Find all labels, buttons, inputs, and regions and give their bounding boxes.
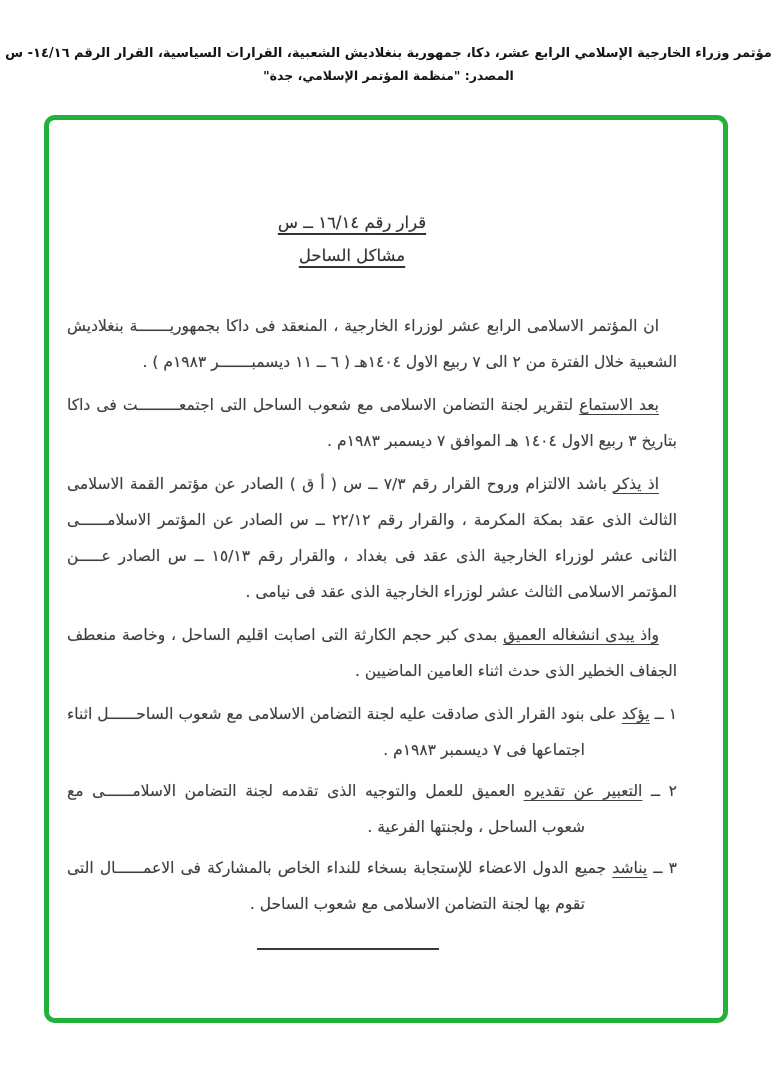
resolution-subject: مشاكل الساحل [298,246,406,265]
item-lead: يناشد [612,859,648,877]
scan-highlight-frame [44,115,728,1023]
resolution-number: قرار رقم ١٦/١٤ ــ س [277,213,427,232]
item-number: ٣ ــ [647,859,677,877]
paragraph-text: باشد الالتزام وروح القرار رقم ٧/٣ ــ س ( أ ق ) الصادر عن مؤتمر القمة الاسلامى الثالث الذى عقد بمكة المكرمة ، والقرار رقم ٢٢/١٢ ــ س الصادر عن المؤتمر الاسلامــــــى الثانى عشر لوزراء الخارجية الذى عقد فى بغداد ، والقرار رقم ١٥/١٣ ــ س الصادر عـــــن المؤتمر الاسلامى الثالث عشر لوزراء الخارجية الذى عقد فى نيامى . [67,475,677,601]
paragraph-recalling [67,466,677,610]
item-lead: يؤكد [621,705,650,723]
paragraph-text: لتقرير لجنة التضامن الاسلامى مع شعوب الساحل التى اجتمعـــــــــت فى داكا بتاريخ ٣ ربيع الاول ١٤٠٤ هـ الموافق ٧ ديسمبر ١٩٨٣م . [67,396,677,450]
operative-item-2 [67,773,677,845]
resolution-title [67,206,637,272]
paragraph-lead: واذ يبدى انشغاله العميق [503,626,659,644]
paragraph-concern [67,617,677,689]
item-number: ٢ ــ [642,782,677,800]
paragraph-lead: اذ يذكر [613,475,659,493]
scanned-document [49,120,723,1018]
catalog-header-title: مؤتمر وزراء الخارجية الإسلامي الرابع عشر، دكا، جمهورية بنغلاديش الشعبية، القرارات السياسية، القرار الرقم ١٤/١٦- س [5,46,772,61]
paragraph-after-hearing [67,387,677,459]
catalog-header [0,44,777,86]
operative-item-3 [67,850,677,922]
signature-rule [257,948,439,950]
catalog-header-source: المصدر: "منظمة المؤتمر الإسلامي، جدة" [263,67,514,83]
item-number: ١ ــ [649,705,678,723]
paragraph-lead: بعد الاستماع [579,396,659,414]
paragraph-text: ان المؤتمر الاسلامى الرابع عشر لوزراء الخارجية ، المنعقد فى داكا بجمهوريـــــــة بنغلاديش الشعبية خلال الفترة من ٢ الى ٧ ربيع الاول ١٤٠٤هـ ( ٦ ــ ١١ ديسمبـــــــر ١٩٨٣م ) . [67,317,677,371]
paragraph-text: بمدى كبر حجم الكارثة التى اصابت اقليم الساحل ، وخاصة منعطف الجفاف الخطير الذى حدث اثناء العامين الماضيين . [67,626,677,680]
item-text: على بنود القرار الذى صادقت عليه لجنة التضامن الاسلامى مع شعوب الساحــــــل اثناء اجتماعها فى ٧ ديسمبر ١٩٨٣م . [67,705,622,759]
item-text: العميق للعمل والتوجيه الذى تقدمه لجنة التضامن الاسلامــــــى مع شعوب الساحل ، ولجنتها الفرعية . [67,782,585,836]
item-text: جميع الدول الاعضاء للإستجابة بسخاء للنداء الخاص بالمشاركة فى الاعمــــــال التى تقوم بها لجنة التضامن الاسلامى مع شعوب الساحل . [67,859,613,913]
operative-item-1 [67,696,677,768]
item-lead: التعبير عن تقديره [523,782,643,800]
paragraph-preamble [67,308,677,380]
